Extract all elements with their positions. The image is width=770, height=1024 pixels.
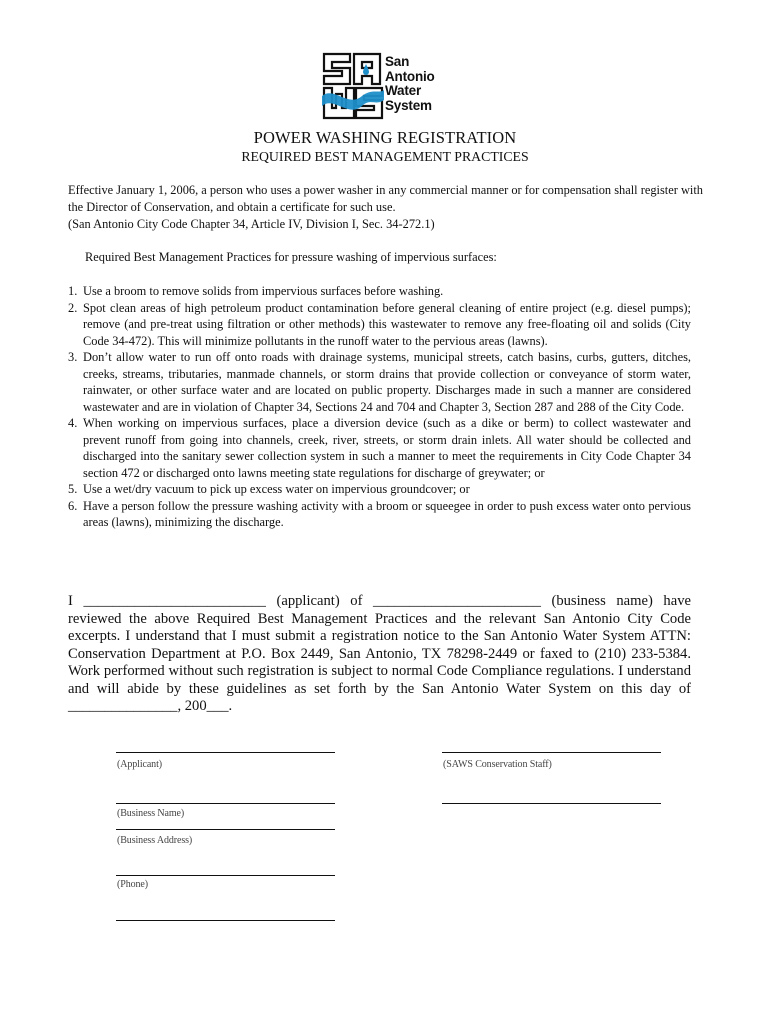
document-subtitle: REQUIRED BEST MANAGEMENT PRACTICES xyxy=(241,149,529,164)
item-number: 5. xyxy=(68,482,78,496)
document-title: POWER WASHING REGISTRATION xyxy=(253,128,517,147)
business-name-line[interactable] xyxy=(116,803,335,804)
applicant-pledge: I _________________________ (applicant) of _______________________ (business name) have reviewed the above Required Best Management Practices and the relevant San Antonio City Code excerpts. I understand that I must submit a registration notice to the San Antonio Water System ATTN: Conservation Department at P.O. Box 2449, San Antonio, TX 78298-2449 or faxed to (210) 233-5384. Work performed without such registration is subject to normal Code Compliance regulations. I understand and will abide by these guidelines as set forth by the San Antonio Water System on this day of _______________, 200___. xyxy=(68,593,691,714)
applicant-label: (Applicant) xyxy=(117,759,162,770)
saws-logo-mark-icon xyxy=(322,50,384,122)
item-number: 2. xyxy=(68,300,78,315)
item-text: Spot clean areas of high petroleum product contamination before general cleaning of entire project (e.g. diesel pumps); remove (and pre-treat using filtration or other methods) this wastewater to remove any free-floating oil and solids (City Code 34-472). This will minimize pollutants in the runoff water to the pervious areas (lawns). xyxy=(83,300,691,348)
saws-staff-signature-line[interactable] xyxy=(442,752,661,753)
code-citation: (San Antonio City Code Chapter 34, Article IV, Division I, Sec. 34-272.1) xyxy=(68,217,435,231)
logo-line-4: System xyxy=(385,97,432,113)
saws-staff-label: (SAWS Conservation Staff) xyxy=(443,759,552,770)
item-number: 4. xyxy=(68,416,78,430)
item-text: Use a broom to remove solids from impervious surfaces before washing. xyxy=(83,284,444,298)
list-item xyxy=(68,415,691,481)
item-number: 3. xyxy=(68,350,78,364)
saws-logo xyxy=(322,50,452,122)
list-item xyxy=(68,349,691,415)
intro-paragraph: Effective January 1, 2006, a person who uses a power washer in any commercial manner or for compensation shall register with the Director of Conservation, and obtain a certificate for such use. xyxy=(68,183,703,214)
phone-label: (Phone) xyxy=(117,879,148,890)
phone-line[interactable] xyxy=(116,875,335,876)
practices-list xyxy=(68,283,691,531)
applicant-signature-line[interactable] xyxy=(116,752,335,753)
business-name-label: (Business Name) xyxy=(117,808,185,819)
saws-staff-date-line[interactable] xyxy=(442,803,661,804)
logo-line-3: Water xyxy=(385,83,422,98)
extra-line[interactable] xyxy=(116,920,335,921)
list-item xyxy=(68,481,691,498)
business-address-line[interactable] xyxy=(116,829,335,830)
logo-line-1: San xyxy=(385,54,410,69)
item-text: When working on impervious surfaces, place a diversion device (such as a dike or berm) to collect wastewater and prevent runoff from going into channels, creek, river, streets, or storm drain inlets. All water should be collected and discharged into the sanitary sewer collection system in such a manner to meet the requirements in City Code Chapter 34 section 472 or discharged onto lawns meeting state regulations for discharge of greywater; or xyxy=(83,416,691,480)
intro-section xyxy=(68,182,703,233)
item-number: 6. xyxy=(68,498,78,513)
list-item xyxy=(68,498,691,531)
item-text: Use a wet/dry vacuum to pick up excess water on impervious groundcover; or xyxy=(83,482,470,496)
logo-line-2: Antonio xyxy=(385,68,435,84)
item-number: 1. xyxy=(68,284,78,298)
item-text: Have a person follow the pressure washing activity with a broom or squeegee in order to push excess water onto pervious areas (lawns), minimizing the discharge. xyxy=(83,498,691,529)
business-address-label: (Business Address) xyxy=(117,835,193,846)
list-item xyxy=(68,283,691,300)
list-item xyxy=(68,300,691,350)
practices-heading: Required Best Management Practices for pressure washing of impervious surfaces: xyxy=(85,250,497,264)
item-text: Don’t allow water to run off onto roads with drainage systems, municipal streets, catch basins, curbs, gutters, ditches, creeks, streams, tributaries, manmade channels, or storm drains that provide collection or conveyance of storm water, rainwater, or other surface water and are located on public property. Discharges made in such a manner are considered wastewater and are in violation of Chapter 34, Sections 24 and 704 and Chapter 3, Section 287 and 288 of the City Code. xyxy=(83,350,691,414)
saws-logo-name xyxy=(385,55,435,113)
